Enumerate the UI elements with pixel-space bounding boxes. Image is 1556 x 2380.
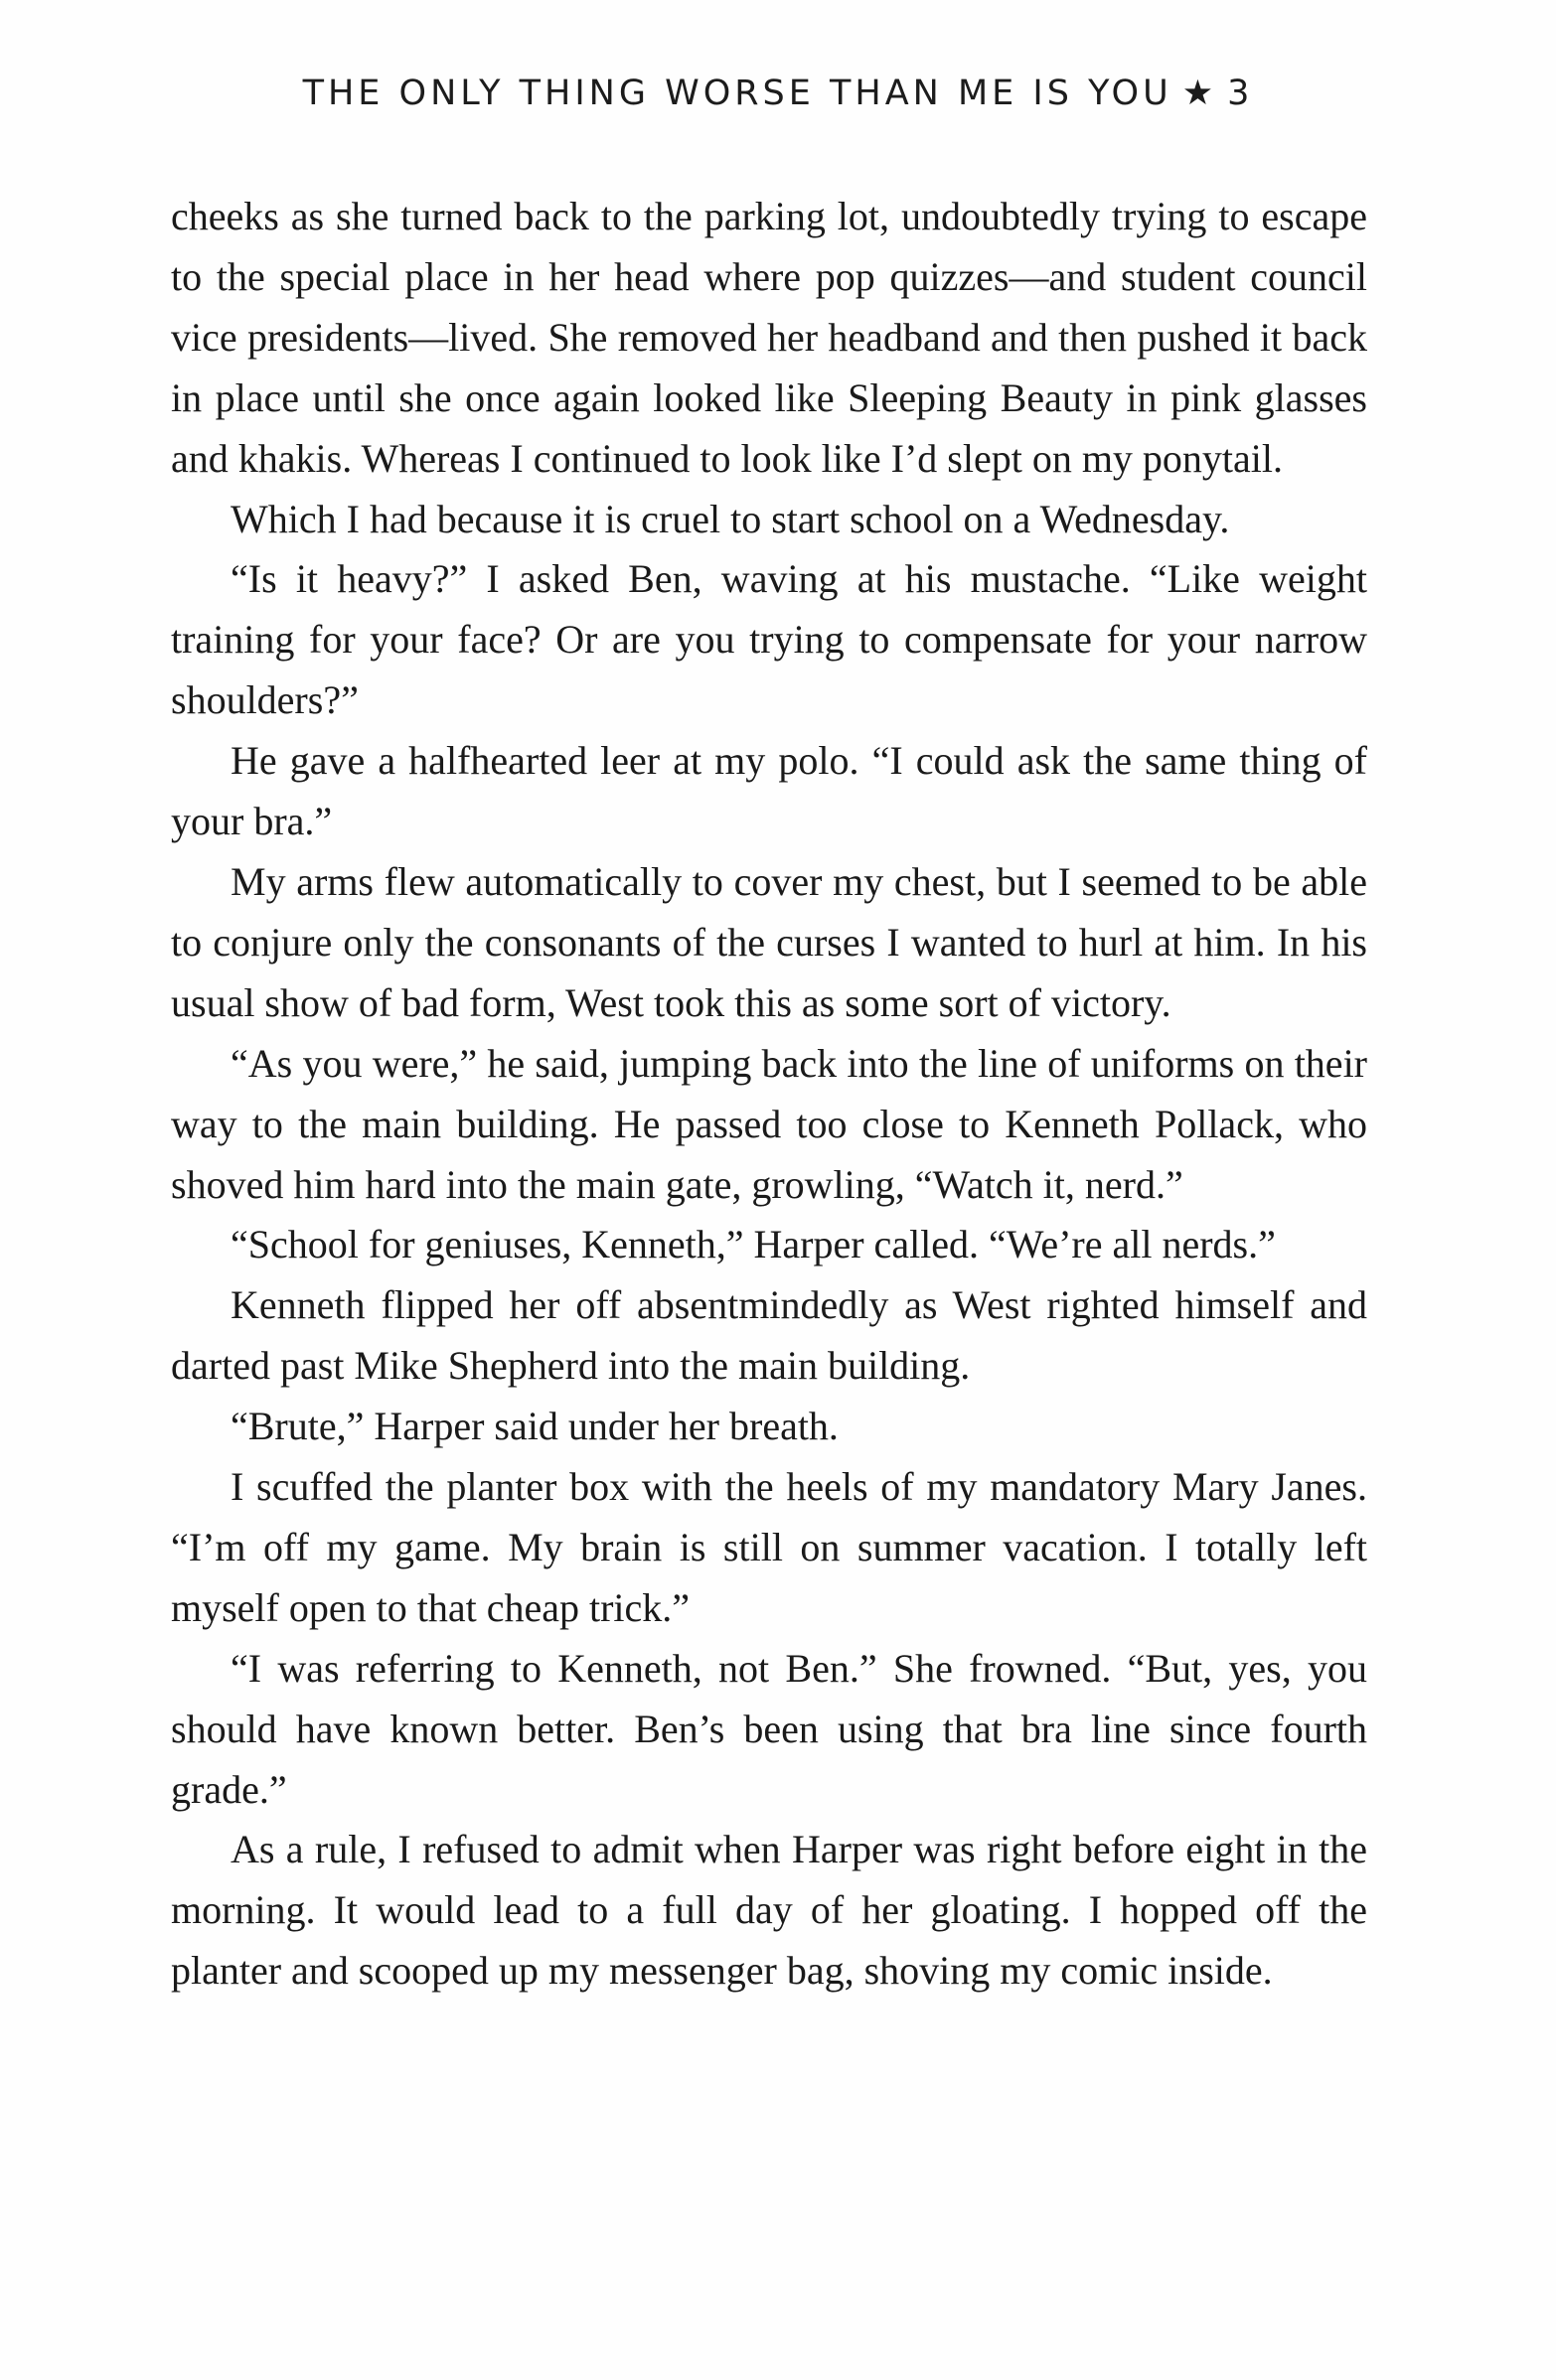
paragraph: “I was referring to Kenneth, not Ben.” She frowned. “But, yes, you should have known better. Ben’s been using that bra line since fourth grade.” xyxy=(171,1645,1367,1812)
paragraph: My arms flew automatically to cover my chest, but I seemed to be able to conjure only the consonants of the curses I wanted to hurl at him. In his usual show of bad form, West took this as some sort of victory. xyxy=(171,858,1367,1025)
book-title: THE ONLY THING WORSE THAN ME IS YOU xyxy=(302,74,1172,113)
running-head xyxy=(0,74,1556,113)
paragraph: Which I had because it is cruel to start school on a Wednesday. xyxy=(231,496,1230,541)
body-text xyxy=(171,187,1367,2002)
paragraph: I scuffed the planter box with the heels of my mandatory Mary Janes. “I’m off my game. My brain is still on summer vacation. I totally left myself open to that cheap trick.” xyxy=(171,1464,1367,1630)
paragraph: “Brute,” Harper said under her breath. xyxy=(231,1404,839,1449)
paragraph: “School for geniuses, Kenneth,” Harper called. “We’re all nerds.” xyxy=(231,1222,1276,1267)
paragraph: “As you were,” he said, jumping back into the line of uniforms on their way to the main building. He passed too close to Kenneth Pollack, who shoved him hard into the main gate, growling, “Watch it, nerd.” xyxy=(171,1040,1367,1207)
paragraph: He gave a halfhearted leer at my polo. “I could ask the same thing of your bra.” xyxy=(171,738,1367,844)
paragraph: Kenneth flipped her off absentmindedly as West righted himself and darted past Mike Shepherd into the main building. xyxy=(171,1282,1367,1389)
paragraph: cheeks as she turned back to the parking lot, undoubtedly trying to escape to the special place in her head where pop quizzes—and student council vice presidents—lived. She removed her headband and then pushed it back in place until she once again looked like Sleeping Beauty in pink glasses and khakis. Whereas I continued to look like I’d slept on my ponytail. xyxy=(171,194,1367,481)
star-icon: ★ xyxy=(1181,74,1214,113)
page-number: 3 xyxy=(1227,74,1254,113)
paragraph: As a rule, I refused to admit when Harper was right before eight in the morning. It would lead to a full day of her gloating. I hopped off the planter and scooped up my messenger bag, shoving my comic inside. xyxy=(171,1827,1367,1994)
paragraph: “Is it heavy?” I asked Ben, waving at his mustache. “Like weight training for your face? Or are you trying to compensate for your narrow shoulders?” xyxy=(171,556,1367,723)
